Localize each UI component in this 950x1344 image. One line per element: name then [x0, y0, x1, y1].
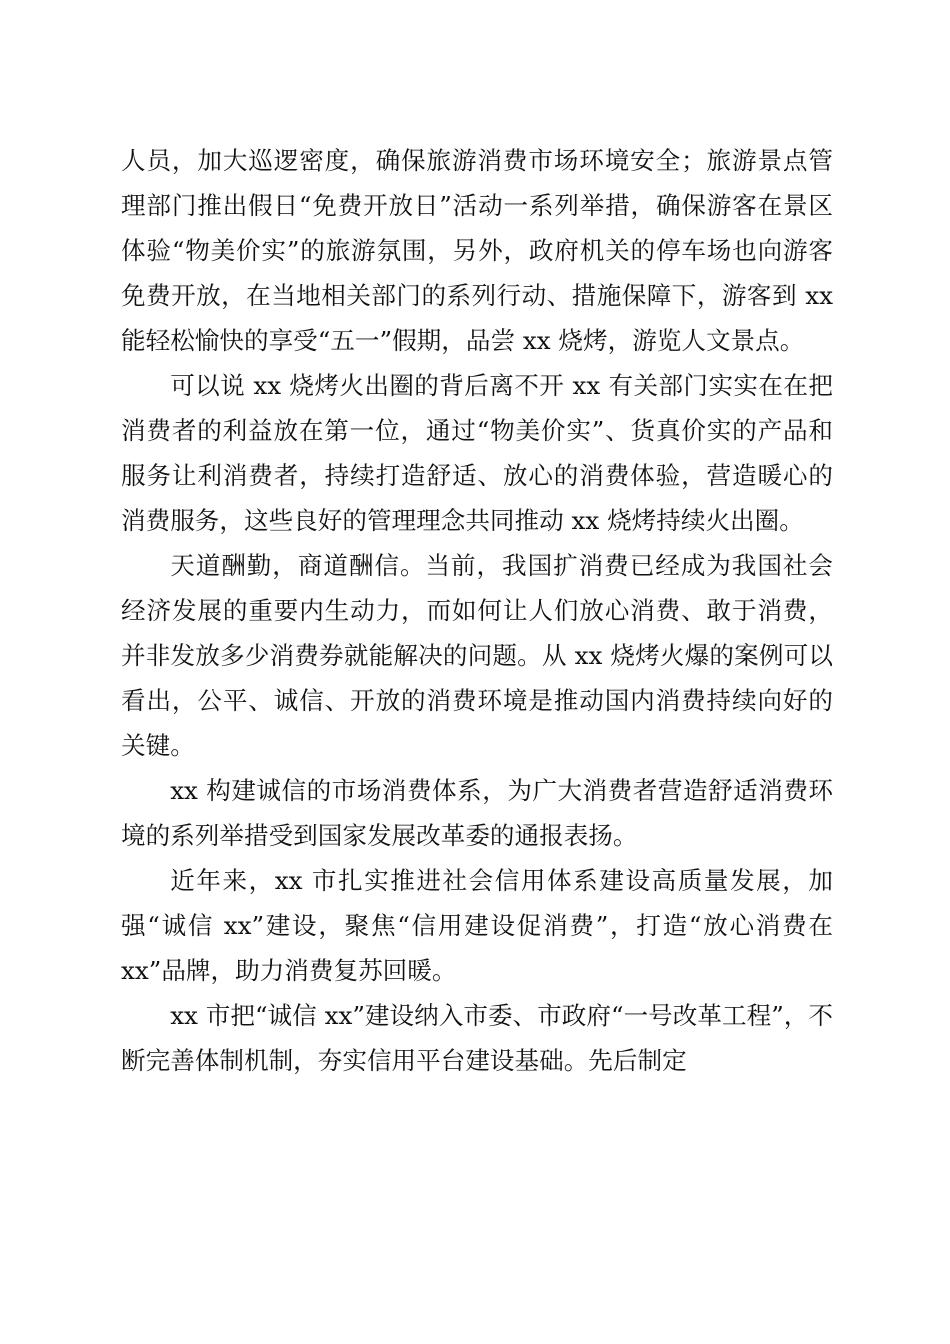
paragraph-consumption-trust: 天道酬勤，商道酬信。当前，我国扩消费已经成为我国社会经济发展的重要内生动力，而如何让人们放心消费、敢于消费，并非发放多少消费券就能解决的问题。从 xx 烧烤火爆的案例可以看出，公平、诚信、开放的消费环境是推动国内消费持续向好的关键。	[121, 551, 833, 760]
document-page	[121, 138, 833, 1083]
paragraph-credit-system-praise: xx 构建诚信的市场消费体系，为广大消费者营造舒适消费环境的系列举措受到国家发展改革委的通报表扬。	[121, 776, 833, 850]
paragraph-recent-years: 近年来，xx 市扎实推进社会信用体系建设高质量发展，加强“诚信 xx”建设，聚焦“信用建设促消费”，打造“放心消费在 xx”品牌，助力消费复苏回暖。	[121, 866, 833, 985]
paragraph-reform-project: xx 市把“诚信 xx”建设纳入市委、市政府“一号改革工程”，不断完善体制机制，夯实信用平台建设基础。先后制定	[121, 1001, 833, 1075]
paragraph-bbq-popularity: 可以说 xx 烧烤火出圈的背后离不开 xx 有关部门实实在在把消费者的利益放在第一位，通过“物美价实”、货真价实的产品和服务让利消费者，持续打造舒适、放心的消费体验，营造暖心的消费服务，这些良好的管理理念共同推动 xx 烧烤持续火出圈。	[121, 371, 833, 535]
paragraph-continuation: 人员，加大巡逻密度，确保旅游消费市场环境安全；旅游景点管理部门推出假日“免费开放日”活动一系列举措，确保游客在景区体验“物美价实”的旅游氛围，另外，政府机关的停车场也向游客免费开放，在当地相关部门的系列行动、措施保障下，游客到 xx 能轻松愉快的享受“五一”假期，品尝 xx 烧烤，游览人文景点。	[121, 146, 833, 355]
